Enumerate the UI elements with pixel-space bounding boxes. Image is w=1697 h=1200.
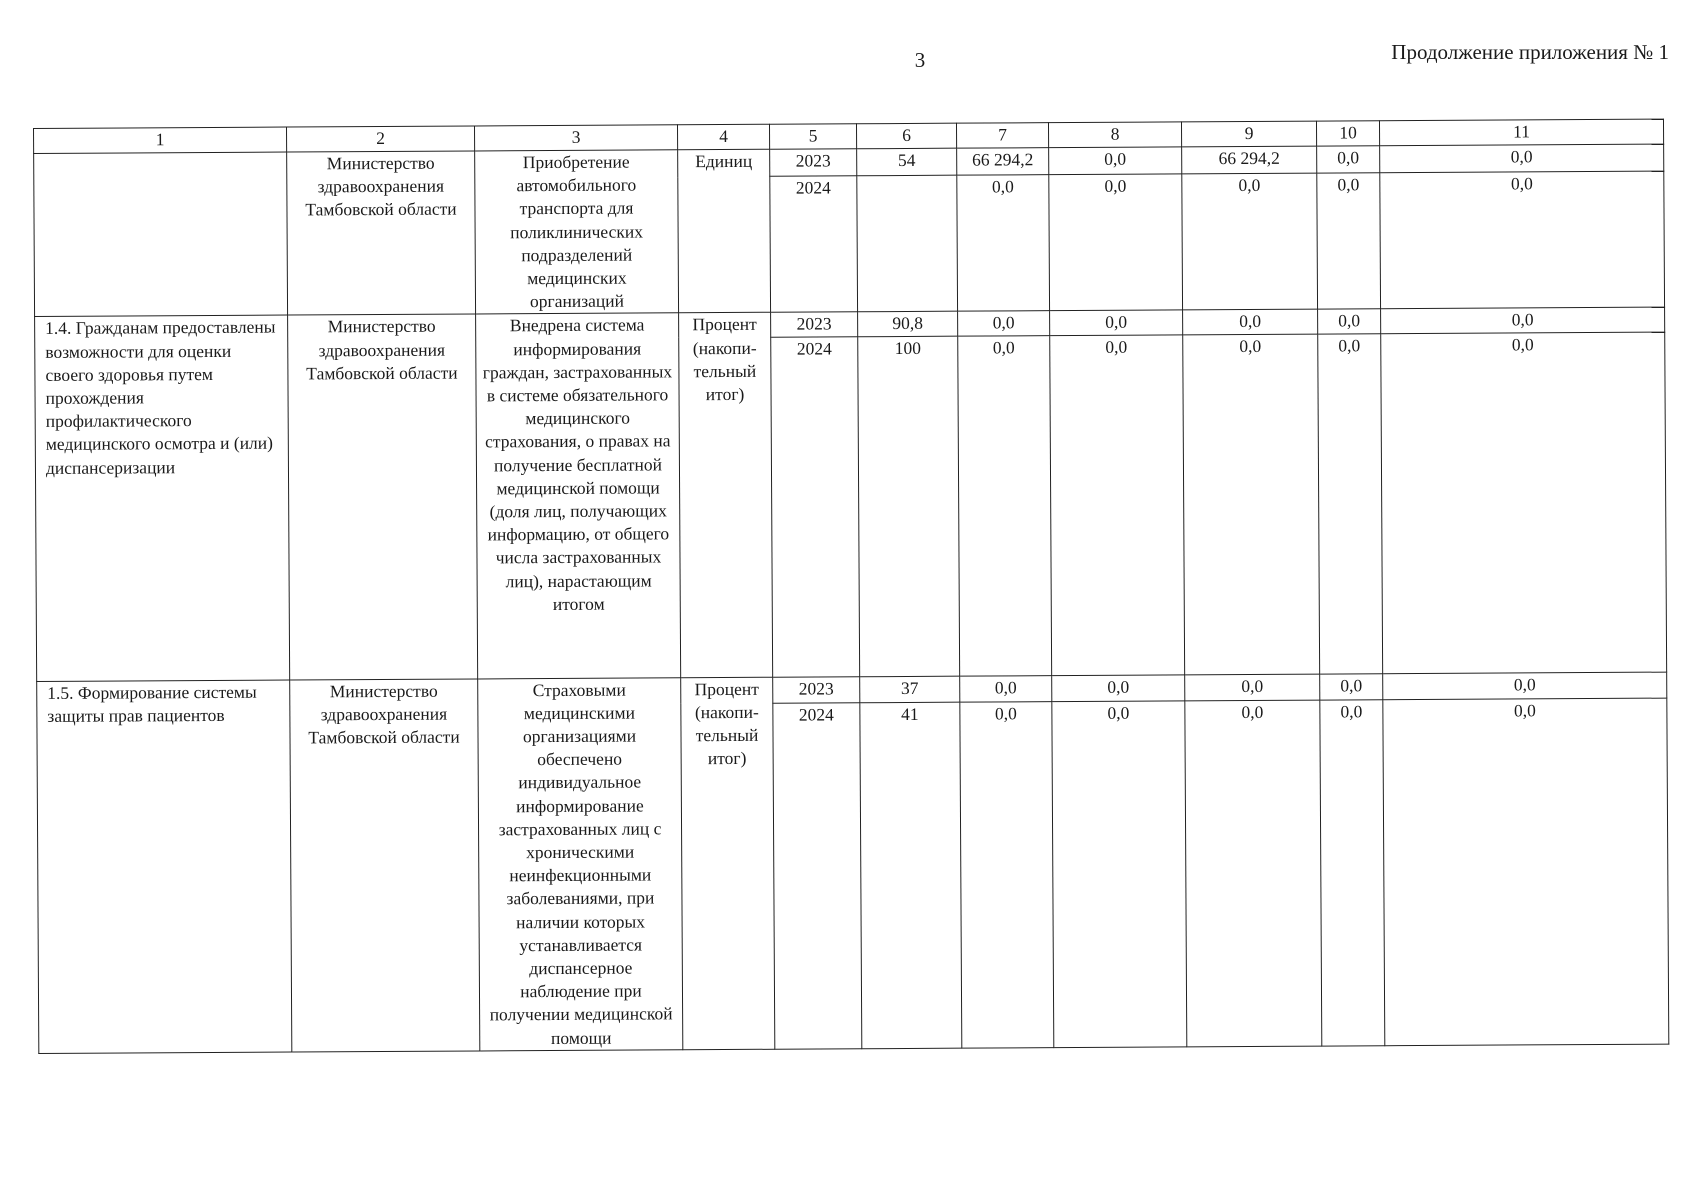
col10-cell: 0,0 bbox=[1320, 700, 1385, 1046]
col7-cell: 0,0 bbox=[960, 702, 1054, 1048]
column-number: 9 bbox=[1181, 121, 1316, 147]
year-cell: 2023 bbox=[773, 676, 860, 703]
task-cell: 1.5. Формирование системы защиты прав пациентов bbox=[37, 680, 292, 1054]
value-cell: 37 bbox=[860, 676, 960, 703]
col7-cell: 0,0 bbox=[958, 335, 1052, 676]
year-cell: 2024 bbox=[771, 336, 860, 676]
result-cell: Приобретение автомобильного транспорта для поликлинических подразделений медицинских организаций bbox=[475, 150, 679, 315]
value-cell: 90,8 bbox=[858, 312, 958, 337]
col11-cell: 0,0 bbox=[1383, 698, 1669, 1046]
program-table bbox=[33, 119, 1669, 1054]
task-cell bbox=[34, 152, 288, 317]
col7-cell: 0,0 bbox=[958, 311, 1050, 336]
column-number: 11 bbox=[1379, 119, 1663, 146]
result-cell: Внедрена система информирования граждан, застрахованных в системе обязательного медицинского страхования, о правах на получение бесплатной медицинской помощи (доля лиц, получающих информацию, от общего числа застрахованных лиц), нарастающим итогом bbox=[476, 313, 681, 678]
col7-cell: 0,0 bbox=[960, 675, 1052, 702]
col8-cell: 0,0 bbox=[1049, 174, 1183, 311]
column-number: 10 bbox=[1316, 121, 1379, 146]
unit-cell: Процент (накопи-тельный итог) bbox=[679, 313, 773, 678]
col8-cell: 0,0 bbox=[1049, 147, 1182, 175]
column-number: 6 bbox=[856, 123, 956, 149]
col10-cell: 0,0 bbox=[1317, 146, 1380, 173]
col11-cell: 0,0 bbox=[1381, 308, 1665, 334]
result-cell: Страховыми медицинскими организациями обеспечено индивидуальное информирование застрахованных лиц с хроническими неинфекционными заболеваниями, при наличии которых устанавливается диспансерное наблюдение при получении медицинской помощи bbox=[478, 677, 683, 1050]
column-number: 5 bbox=[769, 124, 856, 150]
year-cell: 2024 bbox=[770, 176, 858, 313]
col10-cell: 0,0 bbox=[1320, 673, 1383, 700]
column-number: 8 bbox=[1048, 122, 1181, 148]
col9-cell: 0,0 bbox=[1185, 700, 1322, 1047]
responsible-cell: Министерство здравоохранения Тамбовской области bbox=[287, 151, 476, 316]
value-cell: 100 bbox=[858, 336, 960, 677]
col8-cell: 0,0 bbox=[1050, 310, 1183, 335]
col8-cell: 0,0 bbox=[1052, 675, 1185, 702]
year-cell: 2023 bbox=[771, 312, 858, 337]
column-number: 1 bbox=[34, 127, 287, 153]
col8-cell: 0,0 bbox=[1052, 701, 1187, 1048]
appendix-title: Продолжение приложения № 1 bbox=[1391, 40, 1669, 64]
col11-cell: 0,0 bbox=[1380, 144, 1664, 173]
page-number: 3 bbox=[914, 48, 926, 72]
col9-cell: 0,0 bbox=[1182, 173, 1318, 310]
col10-cell: 0,0 bbox=[1318, 333, 1383, 673]
value-cell: 54 bbox=[857, 148, 957, 176]
col7-cell: 0,0 bbox=[957, 175, 1050, 312]
unit-cell: Процент (накопи-тельный итог) bbox=[681, 677, 775, 1050]
year-cell: 2023 bbox=[770, 149, 857, 177]
responsible-cell: Министерство здравоохранения Тамбовской области bbox=[288, 314, 478, 679]
col7-cell: 66 294,2 bbox=[957, 148, 1049, 176]
col9-cell: 66 294,2 bbox=[1182, 146, 1317, 174]
col8-cell: 0,0 bbox=[1050, 335, 1185, 676]
year-cell: 2024 bbox=[773, 703, 862, 1049]
col9-cell: 0,0 bbox=[1185, 674, 1320, 701]
responsible-cell: Министерство здравоохранения Тамбовской области bbox=[290, 679, 480, 1052]
task-cell: 1.4. Гражданам предоставлены возможности для оценки своего здоровья путем прохождения профилактического медицинского осмотра и (или) диспансеризации bbox=[35, 315, 290, 681]
document-sheet bbox=[33, 119, 1668, 1054]
col9-cell: 0,0 bbox=[1183, 334, 1320, 675]
col11-cell: 0,0 bbox=[1383, 672, 1667, 700]
value-cell bbox=[857, 175, 958, 312]
unit-cell: Единиц bbox=[678, 149, 771, 313]
column-number: 3 bbox=[474, 125, 677, 151]
col9-cell: 0,0 bbox=[1183, 310, 1318, 335]
value-cell: 41 bbox=[860, 702, 962, 1048]
column-number: 7 bbox=[956, 123, 1048, 149]
column-number: 2 bbox=[286, 126, 474, 152]
column-number: 4 bbox=[677, 124, 769, 150]
col10-cell: 0,0 bbox=[1318, 309, 1381, 334]
col11-cell: 0,0 bbox=[1381, 332, 1667, 674]
col11-cell: 0,0 bbox=[1380, 171, 1665, 309]
col10-cell: 0,0 bbox=[1317, 173, 1381, 310]
